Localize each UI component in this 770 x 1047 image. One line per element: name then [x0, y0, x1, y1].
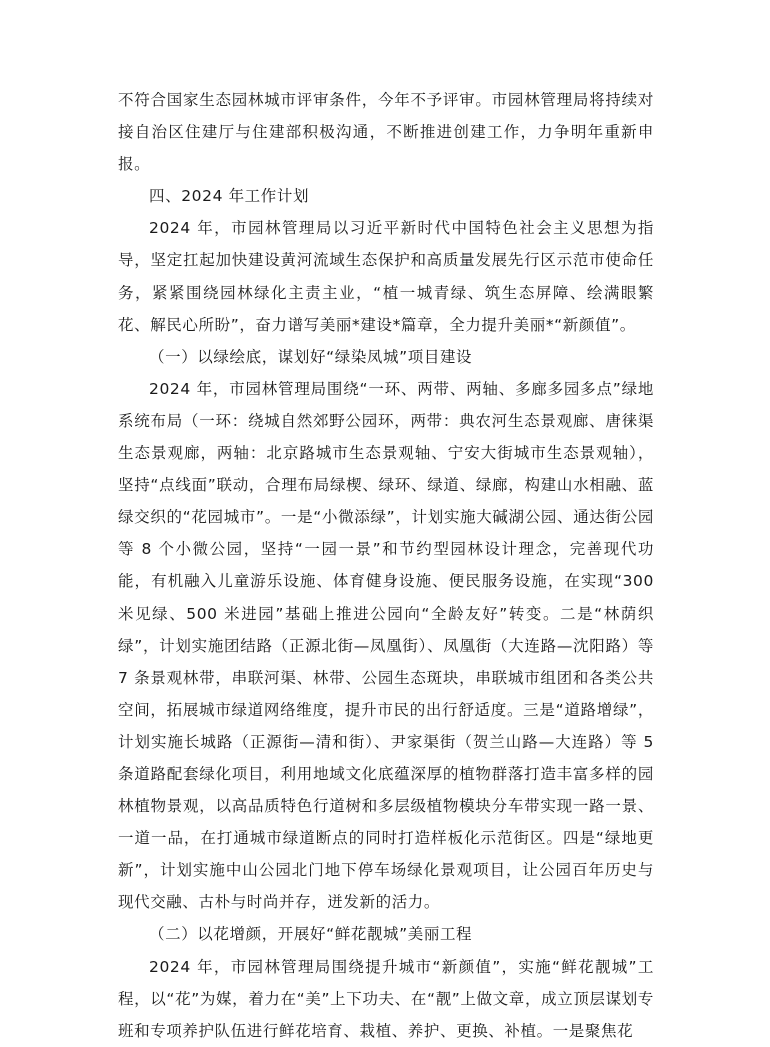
- paragraph-flower-projects: 2024 年，市园林管理局围绕提升城市“新颜值”，实施“鲜花靓城”工程，以“花”为媒，着力在“美”上下功夫、在“靓”上做文章，成立顶层谋划专班和专项养护队伍进行鲜花培育、栽植、养护、更换、补植。一是聚焦花: [118, 957, 654, 1040]
- paragraph-overview: 2024 年，市园林管理局以习近平新时代中国特色社会主义思想为指导，坚定扛起加快建设黄河流域生态保护和高质量发展先行区示范市使命任务，紧紧围绕园林绿化主责主业，“植一城青绿、筑生态屏障、绘满眼繁花、解民心所盼”，奋力谱写美丽*建设*篇章，全力提升美丽*“新颜值”。: [118, 219, 654, 334]
- subsection-heading-green: （一）以绿绘底，谋划好“绿染凤城”项目建设: [149, 347, 473, 366]
- paragraph-green-projects: 2024 年，市园林管理局围绕“一环、两带、两轴、多廊多园多点”绿地系统布局（一环：绕城自然郊野公园环，两带：典农河生态景观廊、唐徕渠生态景观廊，两轴：北京路城市生态景观轴、宁安大街城市生态景观轴），坚持“点线面”联动，合理布局绿楔、绿环、绿道、绿廊，构建山水相融、蓝绿交织的“花园城市”。一是“小微添绿”，计划实施大碱湖公园、通达街公园等 8 个小微公园，坚持“一园一景”和节约型园林设计理念，完善现代功能，有机融入儿童游乐设施、体育健身设施、便民服务设施，在实现“300 米见绿、500 米进园”基础上推进公园向“全龄友好”转变。二是“林荫织绿”，计划实施团结路（正源北街—凤凰街）、凤凰街（大连路—沈阳路）等 7 条景观林带，串联河渠、林带、公园生态斑块，串联城市组团和各类公共空间，拓展城市绿道网络维度，提升市民的出行舒适度。三是“道路增绿”，计划实施长城路（正源街—清和街）、尹家渠街（贺兰山路—大连路）等 5 条道路配套绿化项目，利用地域文化底蕴深厚的植物群落打造丰富多样的园林植物景观，以高品质特色行道树和多层级植物模块分车带实现一路一景、一道一品，在打通城市绿道断点的同时打造样板化示范街区。四是“绿地更新”，计划实施中山公园北门地下停车场绿化景观项目，让公园百年历史与现代交融、古朴与时尚并存，迸发新的活力。: [118, 379, 654, 912]
- paragraph-continuation: 不符合国家生态园林城市评审条件，今年不予评审。市园林管理局将持续对接自治区住建厅与住建部积极沟通，不断推进创建工作，力争明年重新申报。: [118, 91, 654, 174]
- document-page: [118, 84, 654, 1047]
- subsection-heading-flowers: （二）以花增颜，开展好“鲜花靓城”美丽工程: [149, 925, 473, 944]
- section-heading-work-plan: 四、2024 年工作计划: [149, 187, 310, 206]
